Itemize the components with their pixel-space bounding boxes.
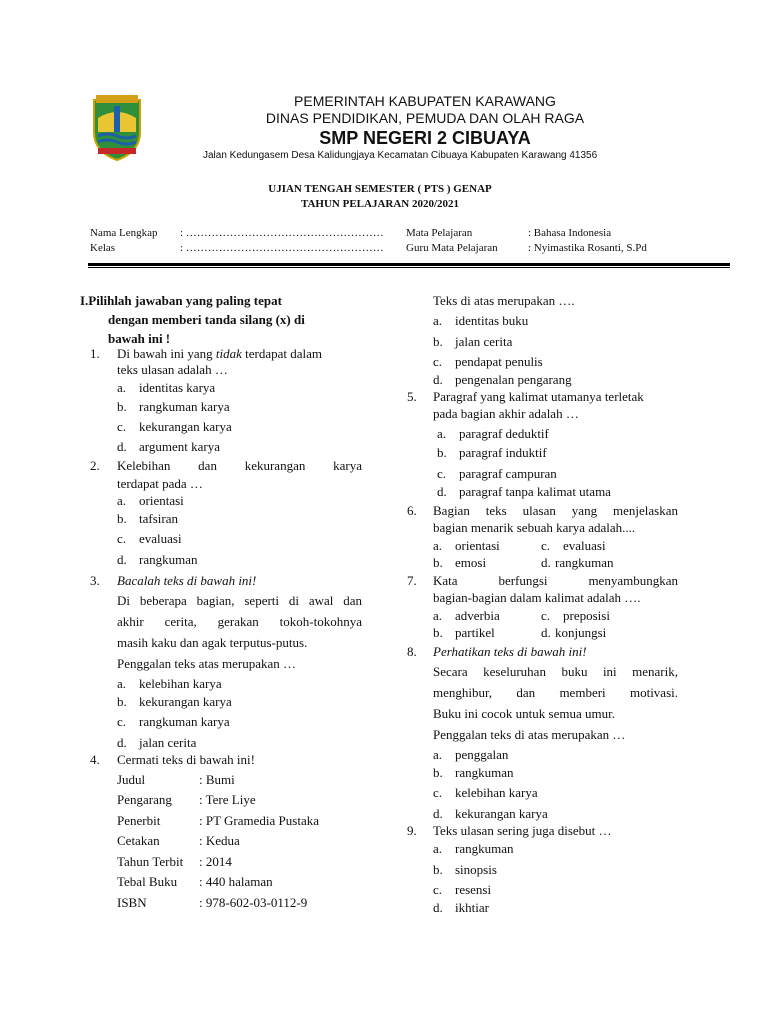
- option-5a[interactable]: [437, 426, 549, 442]
- question-text: dan: [198, 458, 217, 473]
- name-label: Nama Lengkap: [90, 227, 158, 239]
- option-text: jalan cerita: [139, 735, 197, 750]
- option-2c[interactable]: [117, 531, 182, 547]
- question-number: 5.: [407, 389, 417, 404]
- option-text: kelebihan karya: [139, 676, 222, 691]
- option-6d[interactable]: [541, 555, 613, 571]
- option-5c[interactable]: [437, 466, 557, 482]
- name-field[interactable]: : ………………………………………………: [180, 227, 384, 239]
- subject-value: : Bahasa Indonesia: [528, 227, 612, 239]
- school-name: SMP NEGERI 2 CIBUAYA: [319, 128, 531, 148]
- option-letter: a.: [117, 493, 127, 508]
- option-3a[interactable]: [117, 676, 222, 692]
- question-emphasis: tidak: [215, 346, 242, 361]
- option-text: identitas buku: [455, 313, 529, 328]
- option-letter: d.: [117, 735, 127, 750]
- section-title-line1: I.Pilihlah jawaban yang paling tepat: [80, 293, 282, 308]
- class-field[interactable]: : ………………………………………………: [180, 242, 384, 254]
- option-text: pendapat penulis: [455, 354, 543, 369]
- header-divider-thin: [88, 267, 730, 268]
- header-line1: PEMERINTAH KABUPATEN KARAWANG: [294, 93, 556, 109]
- question-number: 2.: [90, 458, 100, 473]
- option-text: preposisi: [563, 608, 610, 623]
- option-2b[interactable]: [117, 511, 178, 527]
- section-title-line3: bawah ini !: [108, 331, 171, 346]
- option-letter: d.: [437, 484, 447, 499]
- option-8a[interactable]: [433, 747, 508, 763]
- option-text: paragraf tanpa kalimat utama: [459, 484, 611, 499]
- option-letter: b.: [117, 399, 127, 414]
- option-letter: c.: [117, 531, 127, 546]
- book-identity-key: Tebal Buku: [117, 874, 178, 889]
- option-letter: d.: [117, 439, 127, 454]
- option-text: paragraf deduktif: [459, 426, 549, 441]
- book-identity-key: Cetakan: [117, 833, 160, 848]
- option-text: kekurangan karya: [139, 694, 232, 709]
- option-9b[interactable]: [433, 862, 497, 878]
- book-identity-key: ISBN: [117, 895, 147, 910]
- option-3b[interactable]: [117, 694, 232, 710]
- option-text: evaluasi: [139, 531, 182, 546]
- option-4b[interactable]: [433, 334, 512, 350]
- option-text: resensi: [455, 882, 492, 897]
- question-number: 6.: [407, 503, 417, 518]
- option-text: identitas karya: [139, 380, 216, 395]
- option-letter: a.: [433, 313, 443, 328]
- option-letter: c.: [117, 714, 127, 729]
- option-letter: a.: [433, 841, 443, 856]
- book-identity-value: : PT Gramedia Pustaka: [199, 813, 319, 828]
- question-text: Paragraf yang kalimat utamanya terletak: [433, 389, 644, 404]
- header-divider: [88, 263, 730, 266]
- question-text: Teks ulasan sering juga disebut …: [433, 823, 612, 838]
- book-identity-row: [117, 854, 232, 870]
- question-number: 4.: [90, 752, 100, 767]
- option-text: rangkuman: [455, 765, 514, 780]
- book-identity-key: Pengarang: [117, 792, 172, 807]
- option-8d[interactable]: [433, 806, 548, 822]
- option-letter: b.: [117, 694, 127, 709]
- book-identity-row: [117, 833, 240, 849]
- option-text: sinopsis: [455, 862, 497, 877]
- option-text: konjungsi: [555, 625, 607, 640]
- question-text: kekurangan: [244, 458, 306, 473]
- option-text: argument karya: [139, 439, 220, 454]
- book-identity-row: [117, 772, 235, 788]
- option-text: kelebihan karya: [455, 785, 538, 800]
- option-1c[interactable]: [117, 419, 232, 435]
- option-letter: d.: [433, 900, 443, 915]
- option-letter: b.: [433, 334, 443, 349]
- passage-line: akhir cerita, gerakan tokoh-tokohnya: [117, 614, 362, 629]
- question-number: 9.: [407, 823, 417, 838]
- option-text: pengenalan pengarang: [455, 372, 572, 387]
- option-text: orientasi: [139, 493, 184, 508]
- option-7b[interactable]: [433, 625, 495, 641]
- section-title: [80, 291, 305, 348]
- option-6c[interactable]: [541, 538, 606, 554]
- option-text: partikel: [455, 625, 495, 640]
- option-letter: b.: [117, 511, 127, 526]
- option-letter: a.: [433, 538, 443, 553]
- option-text: ikhtiar: [455, 900, 489, 915]
- option-2d[interactable]: [117, 552, 197, 568]
- option-text: kekurangan karya: [139, 419, 232, 434]
- option-8b[interactable]: [433, 765, 513, 781]
- question-text: karya: [333, 458, 362, 473]
- passage-line: Di beberapa bagian, seperti di awal dan: [117, 593, 362, 608]
- option-letter: b.: [437, 445, 447, 460]
- option-letter: a.: [117, 676, 127, 691]
- option-6b[interactable]: [433, 555, 486, 571]
- option-letter: b.: [433, 625, 443, 640]
- option-letter: a.: [433, 608, 443, 623]
- book-identity-key: Tahun Terbit: [117, 854, 184, 869]
- option-7d[interactable]: [541, 625, 606, 641]
- option-text: paragraf campuran: [459, 466, 557, 481]
- book-identity-value: : 2014: [199, 854, 232, 869]
- book-identity-value: : Bumi: [199, 772, 235, 787]
- class-label: Kelas: [90, 242, 116, 254]
- option-1a[interactable]: [117, 380, 215, 396]
- book-identity-row: [117, 813, 319, 829]
- option-text: orientasi: [455, 538, 500, 553]
- option-7a[interactable]: [433, 608, 500, 624]
- option-text: evaluasi: [563, 538, 606, 553]
- option-4a[interactable]: [433, 313, 528, 329]
- passage-line: Buku ini cocok untuk semua umur.: [433, 706, 615, 721]
- question-text: berfungsi: [498, 573, 548, 588]
- question-number: 8.: [407, 644, 417, 659]
- question-instruction: Bacalah teks di bawah ini!: [117, 573, 257, 588]
- passage-line: masih kaku dan agak terputus-putus.: [117, 635, 308, 650]
- question-text: Kata: [433, 573, 458, 588]
- subject-label: Mata Pelajaran: [406, 227, 473, 239]
- option-letter: c.: [117, 419, 127, 434]
- question-text: Penggalan teks atas merupakan …: [117, 656, 297, 671]
- question-text: pada bagian akhir adalah …: [433, 406, 579, 421]
- option-1b[interactable]: [117, 399, 230, 415]
- option-letter: c.: [433, 882, 443, 897]
- logo-shield-icon: [90, 92, 144, 162]
- option-letter: d.: [541, 555, 551, 570]
- option-text: rangkuman: [555, 555, 614, 570]
- option-letter: a.: [117, 380, 127, 395]
- passage-line: Secara keseluruhan buku ini menarik,: [433, 664, 678, 679]
- header-line2: DINAS PENDIDIKAN, PEMUDA DAN OLAH RAGA: [265, 110, 585, 126]
- teacher-value: : Nyimastika Rosanti, S.Pd: [528, 242, 647, 254]
- option-text: rangkuman: [139, 552, 198, 567]
- book-identity-key: Judul: [117, 772, 146, 787]
- option-1d[interactable]: [117, 439, 220, 455]
- option-text: paragraf induktif: [459, 445, 547, 460]
- question-text: terdapat dalam: [241, 346, 323, 361]
- option-letter: c.: [437, 466, 447, 481]
- question-text: Di bawah ini yang: [117, 346, 216, 361]
- option-letter: d.: [433, 372, 443, 387]
- option-7c[interactable]: [541, 608, 610, 624]
- option-4c[interactable]: [433, 354, 543, 370]
- option-9c[interactable]: [433, 882, 491, 898]
- option-letter: d.: [433, 806, 443, 821]
- book-identity-value: : 440 halaman: [199, 874, 273, 889]
- option-6a[interactable]: [433, 538, 500, 554]
- school-address: Jalan Kedungasem Desa Kalidungjaya Kecamatan Cibuaya Kabupaten Karawang 41356: [203, 150, 598, 161]
- option-text: emosi: [455, 555, 487, 570]
- question-text: bagian menarik sebuah karya adalah....: [433, 520, 636, 535]
- book-identity-value: : 978-602-03-0112-9: [199, 895, 308, 910]
- question-instruction: Cermati teks di bawah ini!: [117, 752, 255, 767]
- option-8c[interactable]: [433, 785, 538, 801]
- option-4d[interactable]: [433, 372, 572, 388]
- question-text: terdapat pada …: [117, 476, 203, 491]
- option-letter: b.: [433, 862, 443, 877]
- option-text: kekurangan karya: [455, 806, 548, 821]
- option-text: rangkuman karya: [139, 399, 230, 414]
- option-letter: c.: [433, 354, 443, 369]
- option-9d[interactable]: [433, 900, 489, 916]
- option-letter: b.: [433, 765, 443, 780]
- option-2a[interactable]: [117, 493, 184, 509]
- option-letter: c.: [541, 608, 551, 623]
- option-5d[interactable]: [437, 484, 611, 500]
- option-text: rangkuman: [455, 841, 514, 856]
- question-text: Bagian teks ulasan yang menjelaskan: [433, 503, 678, 518]
- option-text: adverbia: [455, 608, 500, 623]
- school-logo: [90, 92, 144, 162]
- book-identity-value: : Tere Liye: [199, 792, 256, 807]
- book-identity-row: [117, 895, 307, 911]
- option-letter: b.: [433, 555, 443, 570]
- book-identity-row: [117, 874, 273, 890]
- book-identity-key: Penerbit: [117, 813, 161, 828]
- question-text: bagian-bagian dalam kalimat adalah ….: [433, 590, 641, 605]
- option-text: tafsiran: [139, 511, 178, 526]
- question-text: teks ulasan adalah …: [117, 362, 228, 377]
- question-number: 3.: [90, 573, 100, 588]
- question-text: Penggalan teks di atas merupakan …: [433, 727, 626, 742]
- book-identity-row: [117, 792, 256, 808]
- option-3d[interactable]: [117, 735, 196, 751]
- option-letter: d.: [117, 552, 127, 567]
- option-5b[interactable]: [437, 445, 547, 461]
- option-text: jalan cerita: [455, 334, 513, 349]
- book-identity-value: : Kedua: [199, 833, 240, 848]
- option-text: rangkuman karya: [139, 714, 230, 729]
- passage-line: menghibur, dan memberi motivasi.: [433, 685, 678, 700]
- question-instruction: Perhatikan teks di bawah ini!: [433, 644, 587, 659]
- question-number: 1.: [90, 346, 100, 361]
- option-3c[interactable]: [117, 714, 230, 730]
- option-letter: c.: [433, 785, 443, 800]
- option-letter: c.: [541, 538, 551, 553]
- option-letter: a.: [437, 426, 447, 441]
- option-letter: a.: [433, 747, 443, 762]
- exam-title: UJIAN TENGAH SEMESTER ( PTS ) GENAP: [268, 183, 492, 195]
- exam-year: TAHUN PELAJARAN 2020/2021: [300, 198, 460, 210]
- option-9a[interactable]: [433, 841, 513, 857]
- option-text: penggalan: [455, 747, 509, 762]
- question-text: Kelebihan: [117, 458, 171, 473]
- question-text: menyambungkan: [588, 573, 678, 588]
- question-text: Teks di atas merupakan ….: [433, 293, 575, 308]
- section-title-line2: dengan memberi tanda silang (x) di: [108, 312, 305, 327]
- option-letter: d.: [541, 625, 551, 640]
- question-number: 7.: [407, 573, 417, 588]
- teacher-label: Guru Mata Pelajaran: [406, 242, 498, 254]
